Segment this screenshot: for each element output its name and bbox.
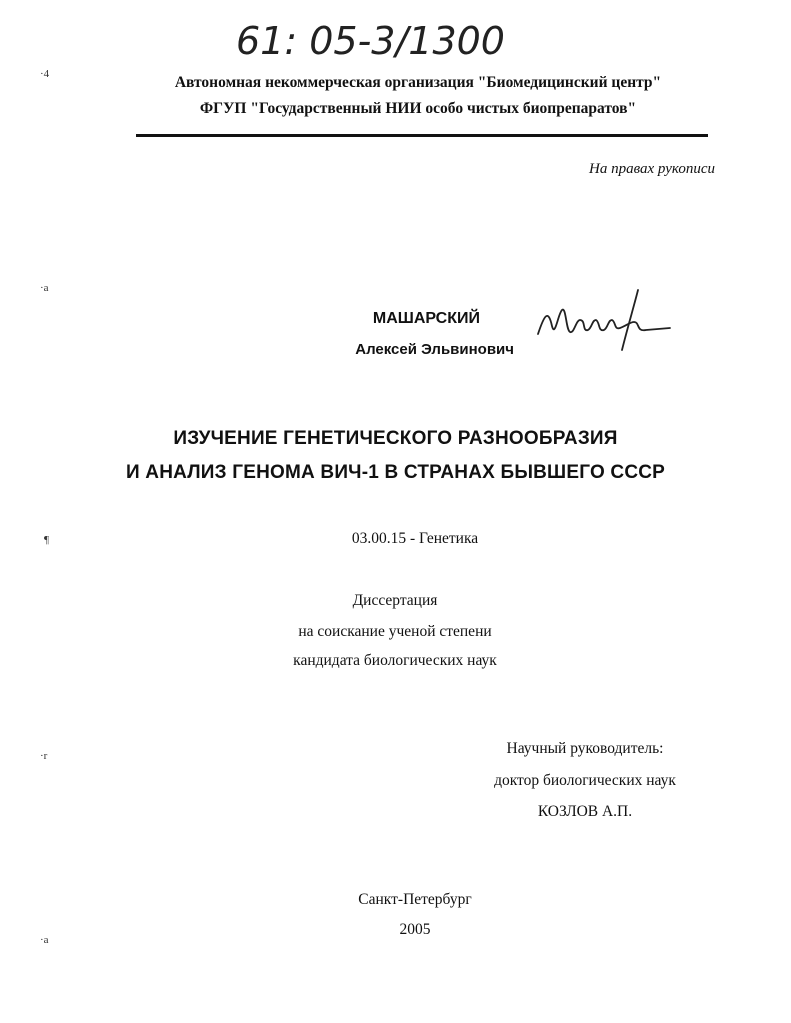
- handwritten-code-drawing: [228, 8, 528, 68]
- margin-mark-icon: [40, 66, 56, 80]
- svg-text:·a: ·a: [40, 282, 49, 294]
- author-surname: МАШАРСКИЙ: [372, 310, 480, 327]
- organization-line-2: ФГУП "Государственный НИИ особо чистых биопрепаратов": [199, 100, 637, 117]
- thesis-title-line-2: И АНАЛИЗ ГЕНОМА ВИЧ-1 В СТРАНАХ БЫВШЕГО СССР: [125, 462, 666, 483]
- degree-name: кандидата биологических наук: [293, 652, 497, 669]
- supervisor-label: Научный руководитель:: [506, 740, 664, 757]
- specialty-code: 03.00.15 - Генетика: [351, 530, 479, 547]
- margin-mark-icon: [44, 532, 60, 546]
- city: Санкт-Петербург: [358, 891, 472, 908]
- margin-mark-icon: [40, 748, 56, 762]
- svg-text:·a: ·a: [40, 934, 49, 946]
- header-divider: [136, 134, 708, 137]
- author-given-names: Алексей Эльвинович: [355, 341, 514, 358]
- degree-purpose: на соискание ученой степени: [298, 623, 492, 640]
- author-signature: [530, 286, 680, 356]
- handwritten-code-text: 61: 05-3/1300: [236, 19, 505, 63]
- margin-mark-icon: [40, 280, 56, 294]
- svg-text:¶: ¶: [44, 534, 49, 546]
- supervisor-name: КОЗЛОВ А.П.: [537, 803, 633, 820]
- rights-note: На правах рукописи: [589, 161, 715, 177]
- dissertation-label: Диссертация: [352, 592, 438, 609]
- year: 2005: [399, 921, 431, 938]
- svg-text:·r: ·r: [40, 750, 48, 762]
- margin-mark-icon: [40, 932, 56, 946]
- organization-line-1: Автономная некоммерческая организация "Биомедицинский центр": [174, 74, 662, 91]
- handwritten-archive-code: [228, 8, 528, 68]
- svg-text:·4: ·4: [40, 68, 50, 80]
- thesis-title-line-1: ИЗУЧЕНИЕ ГЕНЕТИЧЕСКОГО РАЗНООБРАЗИЯ: [173, 428, 618, 449]
- supervisor-degree: доктор биологических наук: [494, 772, 676, 789]
